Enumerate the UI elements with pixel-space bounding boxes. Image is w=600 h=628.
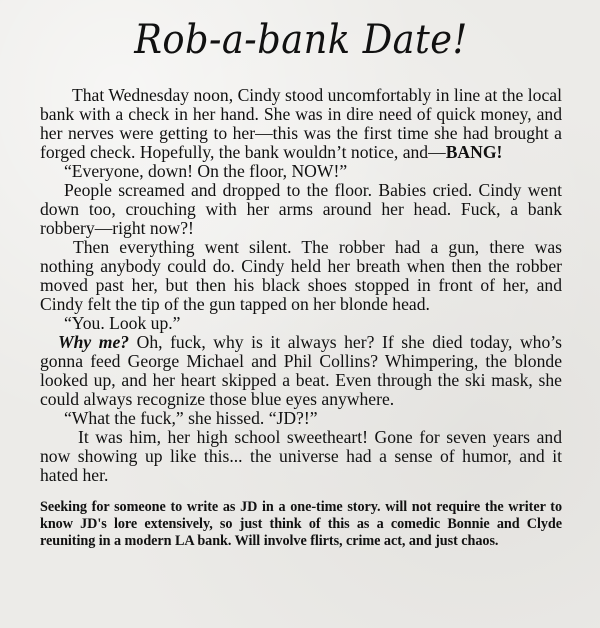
bang-exclamation: BANG! (445, 142, 503, 162)
story-title: Rob-a-bank Date! (134, 17, 468, 63)
story-body (40, 86, 562, 485)
story-paragraph: It was him, her high school sweetheart! Gone for seven years and now showing up like this... the universe had a sense of humor, and it hated her. (40, 427, 562, 485)
why-me-emphasis: Why me? (58, 332, 130, 352)
story-paragraph (40, 86, 562, 162)
story-paragraph: “What the fuck,” she hissed. “JD?!” (64, 408, 318, 428)
story-paragraph: People screamed and dropped to the floor. Babies cried. Cindy went down too, crouching with her arms around her head. Fuck, a bank robbery—right now?! (40, 180, 562, 238)
story-paragraph: “Everyone, down! On the floor, NOW!” (64, 161, 348, 181)
rp-request-note: Seeking for someone to write as JD in a one-time story. will not require the writer to know JD's lore extensively, so just think of this as a comedic Bonnie and Clyde reuniting in a modern LA bank. Will involve flirts, crime act, and just chaos. (40, 499, 562, 549)
paragraph-text: Oh, fuck, why is it always her? If she died today, who’s gonna feed George Michael and Phil Collins? Whimpering, the blonde looked up, and her heart skipped a beat. Even through the ski mask, she could always recognize those blue eyes anywhere. (40, 332, 562, 409)
story-paragraph: Then everything went silent. The robber had a gun, there was nothing anybody could do. Cindy held her breath when then the robber moved past her, but then his black shoes stopped in front of her, and Cindy felt the tip of the gun tapped on her blonde head. (40, 237, 562, 314)
paragraph-text: That Wednesday noon, Cindy stood uncomfortably in line at the local bank with a check in her hand. She was in dire need of quick money, and her nerves were getting to her—this was the first time she had brought a forged check. Hopefully, the bank wouldn’t notice, and— (40, 85, 562, 162)
story-paragraph: “You. Look up.” (64, 313, 181, 333)
story-paragraph (40, 333, 562, 409)
